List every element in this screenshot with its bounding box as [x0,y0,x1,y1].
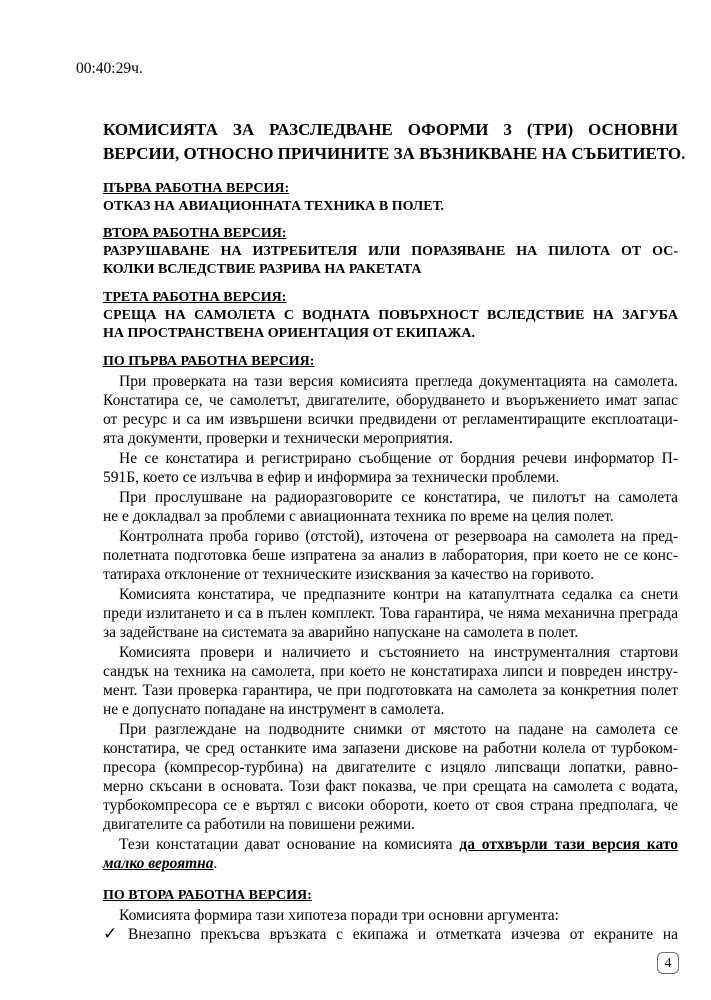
paragraph-line: мерно скъсани в основата. Този факт показва, че при срещата на самолета с водата, [103,778,678,795]
paragraph-line: сандък на техника на самолета, при което не констатираха липси и повреден инстру- [103,663,678,680]
version-3-text-line-1: СРЕЩА НА САМОЛЕТА С ВОДНАТА ПОВЪРХНОСТ ВСЛЕДСТВИЕ НА ЗАГУБА [103,308,678,323]
paragraph-line: пресора (компресор-турбина) на двигателите с изцяло липсващи лопатки, равно- [103,759,678,776]
section-2-title: ПО ВТОРА РАБОТНА ВЕРСИЯ: [103,888,312,903]
version-2-text-line-1: РАЗРУШАВАНЕ НА ИЗТРЕБИТЕЛЯ ИЛИ ПОРАЗЯВАНЕ НА ПИЛОТА ОТ ОС- [103,244,678,259]
version-2-text-line-2: КОЛКИ ВСЛЕДСТВИЕ РАЗРИВА НА РАКЕТАТА [103,262,422,277]
version-1-text: ОТКАЗ НА АВИАЦИОННАТА ТЕХНИКА В ПОЛЕТ. [103,199,445,214]
paragraph-line: При разглеждане на подводните снимки от мястото на падане на самолета се [119,721,678,738]
paragraph-line: Не се констатира и регистрирано съобщение от бордния речеви информатор П- [119,450,678,467]
conclusion-line-2 [103,854,678,873]
version-3-text-line-2: НА ПРОСТРАНСТВЕНА ОРИЕНТАЦИЯ ОТ ЕКИПАЖА. [103,326,476,341]
paragraph-line: двигателите са работили на повишени режими. [103,816,416,833]
conclusion-emphasis: да отхвърли тази версия като [459,836,678,853]
section-2-intro: Комисията формира тази хипотеза поради три основни аргумента: [119,907,559,924]
paragraph-line: констатира, че сред останките има запазени дискове на работни колела от турбоком- [103,740,678,757]
paragraph-line: за задействане на системата за аварийно напускане на самолета в полет. [103,624,579,641]
page-number: 4 [657,952,679,974]
paragraph-line: Комисията провери и наличието и състоянието на инструменталния стартови [119,644,678,661]
paragraph-line: При прослушване на радиоразговорите се констатира, че пилотът на самолета [119,489,678,506]
conclusion-emphasis-italic: малко вероятна [103,855,214,872]
version-1-title: ПЪРВА РАБОТНА ВЕРСИЯ: [103,181,290,196]
paragraph-line: турбокомпресора се е въртял с високи обороти, което от своя страна предполага, че [103,797,678,814]
paragraph-line: ята документи, проверки и технически мероприятия. [103,430,453,447]
paragraph-line: не е докладвал за проблеми с авиационната техника по време на целия полет. [103,508,614,525]
section-1-title: ПО ПЪРВА РАБОТНА ВЕРСИЯ: [103,354,315,369]
paragraph-line: Контролната проба гориво (отстой), източена от резервоара на самолета на пред- [119,528,678,545]
main-heading-line-2: ВЕРСИИ, ОТНОСНО ПРИЧИНИТЕ ЗА ВЪЗНИКВАНЕ НА СЪБИТИЕТО. [103,144,686,163]
paragraph-line: Констатира се, че самолетът, двигателите, оборудването и въоръжението имат запас [103,392,678,409]
checkmark-icon: ✓ [103,924,118,943]
version-2-title: ВТОРА РАБОТНА ВЕРСИЯ: [103,226,287,241]
paragraph-line: 591Б, което се излъчва в ефир и информира за технически проблеми. [103,469,560,486]
paragraph-line: полетната подготовка беше изпратена за анализ в лаборатория, при което не се конс- [103,547,678,564]
paragraph-line: мент. Тази проверка гарантира, че при подготовката на самолета за конкретния полет [103,682,678,699]
paragraph-line: татираха отклонение от техническите изисквания за качество на горивото. [103,566,595,583]
main-heading-line-1: КОМИСИЯТА ЗА РАЗСЛЕДВАНЕ ОФОРМИ 3 (ТРИ) ОСНОВНИ [103,120,678,139]
conclusion-line-1 [119,835,678,854]
timestamp: 00:40:29ч. [76,60,143,77]
bullet-item: Внезапно прекъсва връзката с екипажа и отметката изчезва от екраните на [128,926,678,943]
paragraph-line: Комисията констатира, че предпазните контри на катапултната седалка са снети [119,586,678,603]
paragraph-line: не е допуснато попадане на инструмент в самолета. [103,701,445,718]
conclusion-text: Тези констатации дават основание на комисията [119,836,460,853]
conclusion-period: . [213,855,218,872]
paragraph-line: преди излитането и са в пълен комплект. Това гарантира, че няма механична преграда [103,605,678,622]
paragraph-line: от ресурс и са им извършени всички предвидени от регламентиращите експлоатаци- [103,411,678,428]
version-3-title: ТРЕТА РАБОТНА ВЕРСИЯ: [103,290,287,305]
paragraph-line: При проверката на тази версия комисията прегледа документацията на самолета. [119,373,678,390]
